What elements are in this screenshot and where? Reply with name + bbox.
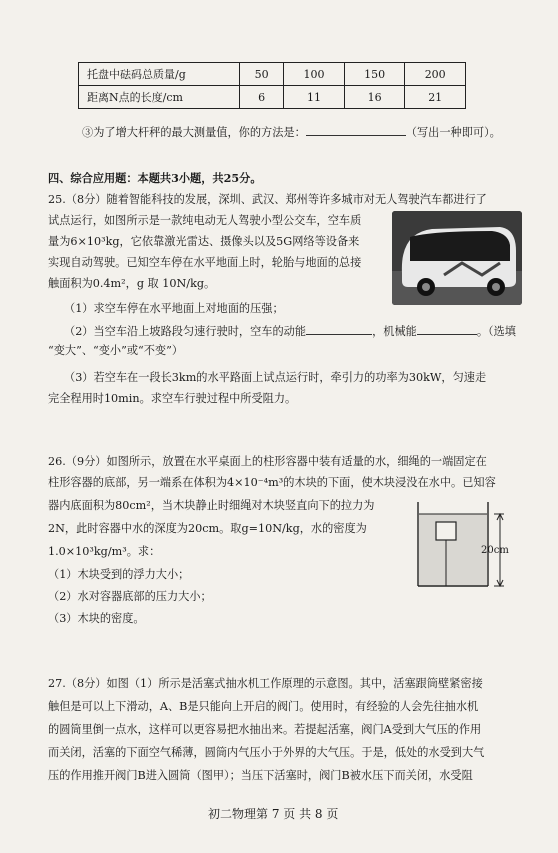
question-line: 2N，此时容器中水的深度为20cm。取g=10N/kg，水的密度为 bbox=[48, 522, 367, 535]
page-footer: 初二物理第 7 页 共 8 页 bbox=[208, 807, 339, 821]
table-cell: 11 bbox=[284, 86, 345, 109]
table-row bbox=[79, 63, 466, 86]
question-line: （1）求空车停在水平地面上对地面的压强； bbox=[64, 302, 284, 315]
question-line: 触但是可以上下滑动，A、B是只能向上开启的阀门。使用时，有经验的人会先往抽水机 bbox=[48, 700, 479, 713]
table-row bbox=[79, 86, 466, 109]
question-line: 器内底面积为80cm²，当木块静止时细绳对木块竖直向下的拉力为 bbox=[48, 499, 375, 512]
question-line: （3）若空车在一段长3km的水平路面上试点运行时，牵引力的功率为30kW，匀速走 bbox=[64, 371, 487, 384]
question-text: ③为了增大杆秤的最大测量值，你的方法是： bbox=[82, 126, 306, 139]
question-line: “变大”、“变小”或“不变”） bbox=[48, 344, 184, 357]
question-line: 25.（8分）随着智能科技的发展，深圳、武汉、郑州等许多城市对无人驾驶汽车都进行了 bbox=[48, 193, 487, 206]
bus-photo bbox=[392, 211, 522, 305]
table-cell: 100 bbox=[284, 63, 345, 86]
table-cell: 6 bbox=[240, 86, 284, 109]
question-line: 试点运行，如图所示是一款纯电动无人驾驶小型公交车，空车质 bbox=[48, 214, 362, 227]
question-line: 1.0×10³kg/m³。求： bbox=[48, 545, 161, 558]
answer-blank[interactable] bbox=[306, 123, 406, 136]
answer-blank[interactable] bbox=[417, 322, 477, 335]
question-line: 26.（9分）如图所示，放置在水平桌面上的柱形容器中装有适量的水，细绳的一端固定在 bbox=[48, 455, 487, 468]
table-cell: 距离N点的长度/cm bbox=[79, 86, 240, 109]
section-heading: 四、综合应用题：本题共3小题，共25分。 bbox=[48, 171, 262, 185]
question-line: 实现自动驾驶。已知空车停在水平地面上时，轮胎与地面的总接 bbox=[48, 256, 362, 269]
answer-blank[interactable] bbox=[306, 322, 372, 335]
question-line: （3）木块的密度。 bbox=[48, 612, 145, 625]
table-cell: 21 bbox=[405, 86, 466, 109]
table-cell: 150 bbox=[344, 63, 405, 86]
question-line: 触面积为0.4m²，g 取 10N/kg。 bbox=[48, 277, 216, 290]
table-cell: 托盘中砝码总质量/g bbox=[79, 63, 240, 86]
container-diagram bbox=[404, 496, 524, 604]
question-line: 27.（8分）如图（1）所示是活塞式抽水机工作原理的示意图。其中，活塞跟筒壁紧密接 bbox=[48, 677, 483, 690]
table-cell: 200 bbox=[405, 63, 466, 86]
question-line: （2）水对容器底部的压力大小； bbox=[48, 590, 212, 603]
question-line: 压的作用推开阀门B进入圆筒（图甲）；当压下活塞时，阀门B被水压下而关闭，水受阻 bbox=[48, 769, 473, 782]
question-line bbox=[82, 123, 501, 141]
table-cell: 16 bbox=[344, 86, 405, 109]
question-text: （2）当空车沿上坡路段匀速行驶时，空车的动能 bbox=[64, 325, 307, 338]
question-line: 的圆筒里倒一点水，这样可以更容易把水抽出来。若提起活塞，阀门A受到大气压的作用 bbox=[48, 723, 482, 736]
data-table bbox=[78, 62, 466, 109]
question-line: 柱形容器的底部，另一端系在体积为4×10⁻⁴m³的木块的下面，使木块浸没在水中。已知容 bbox=[48, 476, 496, 489]
question-line: 完全程用时10min。求空车行驶过程中所受阻力。 bbox=[48, 392, 297, 405]
question-text: ，机械能 bbox=[372, 325, 417, 338]
question-text: 。（选填 bbox=[476, 325, 516, 338]
question-line: 量为6×10³kg，它依靠激光雷达、摄像头以及5G网络等设备来 bbox=[48, 235, 360, 248]
question-line: （1）木块受到的浮力大小； bbox=[48, 568, 190, 581]
question-line: 而关闭，活塞的下面空气稀薄，圆筒内气压小于外界的大气压。于是，低处的水受到大气 bbox=[48, 746, 485, 759]
answer-hint: （写出一种即可）。 bbox=[405, 126, 501, 139]
question-line bbox=[64, 322, 516, 340]
depth-label: 20cm bbox=[481, 545, 509, 556]
table-cell: 50 bbox=[240, 63, 284, 86]
